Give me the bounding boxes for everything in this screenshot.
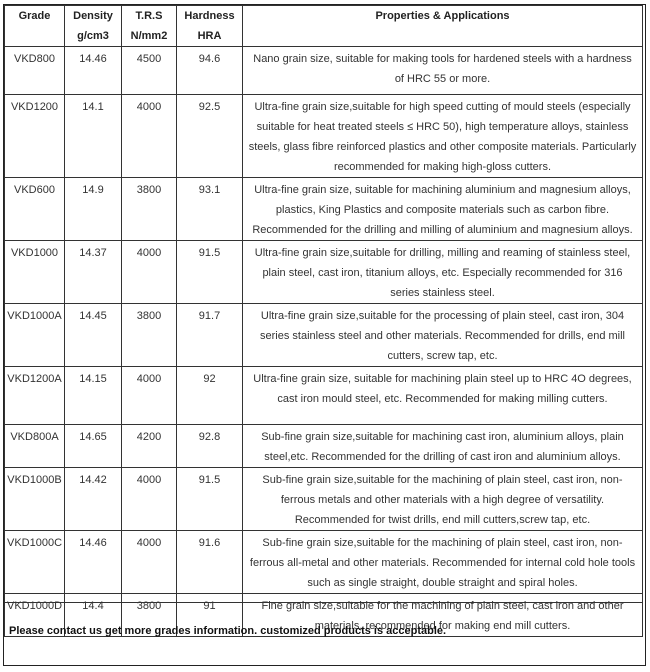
properties-line: steels, glass fibre reinforced plastics and other composite materials. Particularly (248, 141, 637, 153)
table-row (5, 95, 643, 178)
trs-cell: 4200 (122, 425, 177, 468)
properties-line: Fine grain size,suitable for the machining of plain steel, cast iron and other (261, 600, 624, 612)
properties-line: ferrous all-metal and other materials. Recommended for internal cold hole tools (249, 557, 636, 569)
density-cell: 14.4 (65, 594, 122, 637)
density-cell: 14.37 (65, 241, 122, 304)
table-row (5, 47, 643, 95)
properties-line: ferrous metals and other materials with a high degree of versatility. (280, 494, 605, 506)
properties-line: plain steel, cast iron, titanium alloys, etc. Especially recommended for 316 (262, 267, 623, 279)
trs-cell: 3800 (122, 304, 177, 367)
header-density-unit: g/cm3 (65, 26, 122, 47)
trs-cell: 4000 (122, 531, 177, 594)
properties-line: cutters, screw tap, etc. (387, 350, 498, 362)
grade-cell: VKD600 (5, 178, 65, 241)
properties-cell (243, 47, 643, 95)
density-cell: 14.1 (65, 95, 122, 178)
grades-table (4, 5, 643, 637)
grade-cell: VKD800 (5, 47, 65, 95)
properties-line: such as single straight, double straight and spiral holes. (307, 577, 578, 589)
properties-line: Ultra-fine grain size, suitable for machining plain steel up to HRC 4O degrees, (253, 373, 632, 385)
hardness-cell: 93.1 (177, 178, 243, 241)
header-grade-blank (5, 26, 65, 47)
grade-cell: VKD1000A (5, 304, 65, 367)
grade-cell: VKD1000 (5, 241, 65, 304)
header-hardness: Hardness (177, 6, 243, 27)
properties-line: Ultra-fine grain size,suitable for high speed cutting of mould steels (especially (254, 101, 631, 113)
footer-note: Please contact us get more grades information. customized products is acceptable. (9, 625, 447, 637)
properties-cell (243, 178, 643, 241)
table-row (5, 531, 643, 594)
properties-cell (243, 241, 643, 304)
table-row (5, 241, 643, 304)
hardness-cell: 94.6 (177, 47, 243, 95)
header-density: Density (65, 6, 122, 27)
hardness-cell: 91.5 (177, 468, 243, 531)
density-cell: 14.15 (65, 367, 122, 425)
properties-cell (243, 425, 643, 468)
density-cell: 14.46 (65, 47, 122, 95)
hardness-cell: 92 (177, 367, 243, 425)
table-row (5, 304, 643, 367)
hardness-cell: 91 (177, 594, 243, 637)
grade-cell: VKD800A (5, 425, 65, 468)
properties-line: steel,etc. Recommended for the drilling of cast iron and aluminium alloys. (264, 451, 621, 463)
properties-line: recommended for making high-gloss cutters. (333, 161, 552, 173)
grade-cell: VKD1000B (5, 468, 65, 531)
properties-line: suitable for heat treated steels ≤ HRC 50), high temperature alloys, stainless (256, 121, 629, 133)
table-row (5, 425, 643, 468)
density-cell: 14.42 (65, 468, 122, 531)
header-row (5, 6, 643, 27)
hardness-cell: 91.7 (177, 304, 243, 367)
properties-line: series stainless steel. (390, 287, 495, 299)
properties-line: cast iron mould steel, etc. Recommended for making milling cutters. (277, 393, 608, 405)
hardness-cell: 91.5 (177, 241, 243, 304)
density-cell: 14.46 (65, 531, 122, 594)
properties-line: Nano grain size, suitable for making tools for hardened steels with a hardness (253, 53, 632, 65)
table-row (5, 367, 643, 425)
properties-line: Sub-fine grain size,suitable for machining cast iron, aluminium alloys, plain (261, 431, 624, 443)
trs-cell: 4500 (122, 47, 177, 95)
properties-cell (243, 304, 643, 367)
trs-cell: 4000 (122, 95, 177, 178)
properties-cell (243, 531, 643, 594)
grade-cell: VKD1200A (5, 367, 65, 425)
properties-line: Ultra-fine grain size, suitable for machining aluminium and magnesium alloys, (254, 184, 631, 196)
header-properties: Properties & Applications (243, 6, 643, 47)
trs-cell: 3800 (122, 594, 177, 637)
density-cell: 14.65 (65, 425, 122, 468)
properties-cell (243, 468, 643, 531)
properties-cell (243, 95, 643, 178)
properties-line: Sub-fine grain size,suitable for the machining of plain steel, cast iron, non- (262, 474, 623, 486)
properties-line: Recommended for the drilling and milling of aluminium and magnesium alloys. (252, 224, 633, 236)
table-row (5, 178, 643, 241)
properties-cell (243, 367, 643, 425)
properties-line: of HRC 55 or more. (394, 73, 491, 85)
properties-line: Recommended for twist drills, end mill cutters,screw tap, etc. (294, 514, 591, 526)
hardness-cell: 91.6 (177, 531, 243, 594)
properties-line: materials, recommended for making end mill cutters. (314, 620, 571, 632)
hardness-cell: 92.8 (177, 425, 243, 468)
properties-line: Ultra-fine grain size,suitable for the processing of plain steel, cast iron, 304 (260, 310, 625, 322)
grade-cell: VKD1200 (5, 95, 65, 178)
trs-cell: 3800 (122, 178, 177, 241)
grade-cell: VKD1000C (5, 531, 65, 594)
trs-cell: 4000 (122, 241, 177, 304)
footer-section (4, 602, 643, 665)
properties-line: Ultra-fine grain size,suitable for drilling, milling and reaming of stainless steel, (254, 247, 631, 259)
header-hardness-unit: HRA (177, 26, 243, 47)
hardness-cell: 92.5 (177, 95, 243, 178)
properties-line: Sub-fine grain size,suitable for the machining of plain steel, cast iron, non- (262, 537, 623, 549)
trs-cell: 4000 (122, 367, 177, 425)
header-trs-unit: N/mm2 (122, 26, 177, 47)
grade-cell: VKD1000D (5, 594, 65, 637)
density-cell: 14.9 (65, 178, 122, 241)
header-trs: T.R.S (122, 6, 177, 27)
properties-line: series stainless steel and other materials. Recommended for drills, end mill (260, 330, 625, 342)
density-cell: 14.45 (65, 304, 122, 367)
properties-line: plastics, King Plastics and composite materials such as carbon fibre. (275, 204, 610, 216)
trs-cell: 4000 (122, 468, 177, 531)
header-grade: Grade (5, 6, 65, 27)
table-row (5, 468, 643, 531)
table-body (5, 47, 643, 637)
